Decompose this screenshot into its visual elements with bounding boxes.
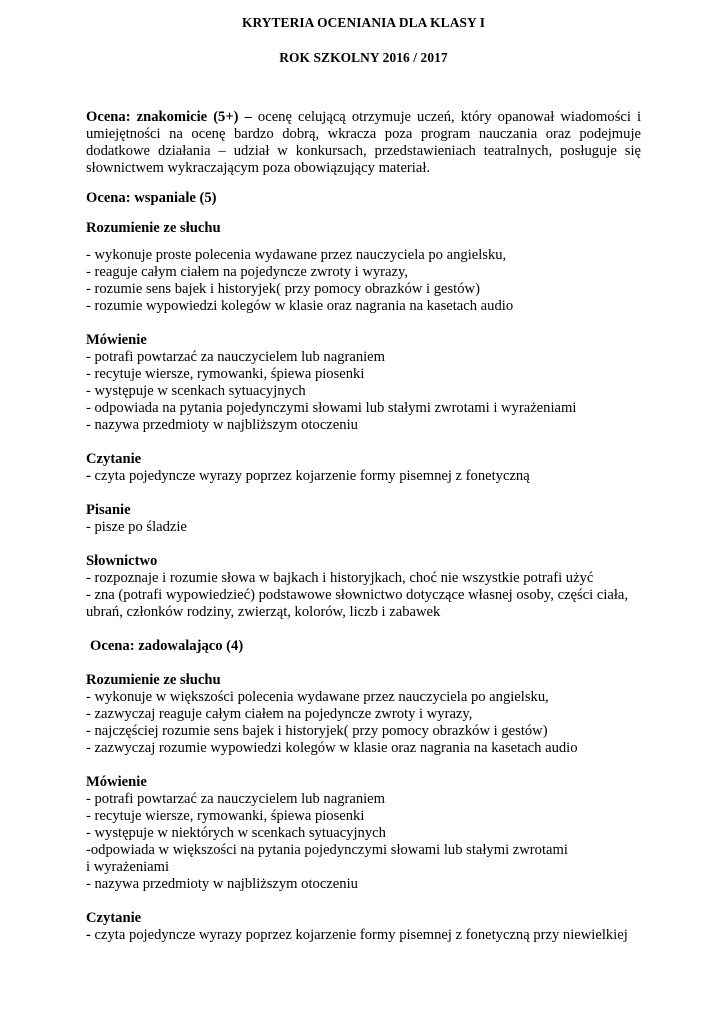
grade-5-vocabulary-list [86,570,641,621]
list-item: - potrafi powtarzać za nauczycielem lub nagraniem [86,349,386,365]
list-item: - zna (potrafi wypowiedzieć) podstawowe słownictwo dotyczące własnej osoby, części ciała, [86,587,629,603]
school-year: ROK SZKOLNY 2016 / 2017 [279,50,448,65]
list-item: - potrafi powtarzać za nauczycielem lub nagraniem [86,791,386,807]
intro-text: ocenę celującą otrzymuje uczeń, który opanował wiadomości i umiejętności na ocenę bardzo dobrą, wkracza poza program nauczania oraz podejmuje dodatkowe działania – udział w konkursach, przedstawieniach teatralnych, posługuje się słownictwem wykraczającym poza obowiązujący materiał. [86,109,642,176]
grade-5-reading-heading: Czytanie [86,451,142,467]
document-page [86,14,641,944]
list-item: -odpowiada w większości na pytania pojedynczymi słowami lub stałymi zwrotami [86,842,568,858]
reading-text: czyta pojedyncze wyrazy poprzez kojarzenie formy pisemnej z fonetyczną [90,468,530,484]
grade-5-writing-list [86,519,641,536]
list-item-continuation: ubrań, członków rodziny, zwierząt, kolorów, liczb i zabawek [86,604,441,620]
list-item: - wykonuje w większości polecenia wydawane przez nauczyciela po angielsku, [86,689,549,705]
grade-5-vocabulary-heading: Słownictwo [86,553,158,569]
list-item: - rozpoznaje i rozumie słowa w bajkach i historyjkach, choć nie wszystkie potrafi użyć [86,570,594,586]
grade-4-reading-heading: Czytanie [86,910,142,926]
grade-4-listening-list [86,689,641,757]
grade-5-speaking-heading: Mówienie [86,332,147,348]
reading-text: czyta pojedyncze wyrazy poprzez kojarzenie formy pisemnej z fonetyczną przy niewielkiej [90,927,628,943]
list-item: - występuje w scenkach sytuacyjnych [86,383,306,399]
list-item: - recytuje wiersze, rymowanki, śpiewa piosenki [86,366,365,382]
grade-5-title: Ocena: wspaniale (5) [86,190,217,206]
grade-5-listening-heading: Rozumienie ze słuchu [86,220,221,236]
grade-4-listening-heading: Rozumienie ze słuchu [86,672,221,688]
grade-4-reading-item [86,927,641,944]
grade-5-reading-item [86,468,641,485]
grade-4-speaking-list [86,791,641,893]
list-item: - występuje w niektórych w scenkach sytuacyjnych [86,825,386,841]
list-item: - recytuje wiersze, rymowanki, śpiewa piosenki [86,808,365,824]
bold-dash: - [86,468,91,484]
list-item: - zazwyczaj rozumie wypowiedzi kolegów w klasie oraz nagrania na kasetach audio [86,740,578,756]
list-item: - nazywa przedmioty w najbliższym otoczeniu [86,876,358,892]
bold-dash: - [86,927,91,943]
grade-4-title: Ocena: zadowalająco (4) [90,638,244,654]
list-item: - rozumie sens bajek i historyjek( przy pomocy obrazków i gestów) [86,281,480,297]
grade-4-speaking-heading: Mówienie [86,774,147,790]
list-item: - reaguje całym ciałem na pojedyncze zwroty i wyrazy, [86,264,408,280]
intro-grade-label: Ocena: znakomicie (5+) – [86,109,252,125]
list-item-continuation: i wyrażeniami [86,859,170,875]
list-item: - najczęściej rozumie sens bajek i historyjek( przy pomocy obrazków i gestów) [86,723,548,739]
grade-5-speaking-list [86,349,641,434]
list-item: - rozumie wypowiedzi kolegów w klasie oraz nagrania na kasetach audio [86,298,514,314]
list-item: - nazywa przedmioty w najbliższym otoczeniu [86,417,358,433]
intro-paragraph [86,109,641,177]
grade-5-listening-list [86,247,641,315]
list-item: - zazwyczaj reaguje całym ciałem na pojedyncze zwroty i wyrazy, [86,706,473,722]
grade-5-writing-heading: Pisanie [86,502,131,518]
list-item: - odpowiada na pytania pojedynczymi słowami lub stałymi zwrotami i wyrażeniami [86,400,577,416]
list-item: - pisze po śladzie [86,519,187,535]
document-title: KRYTERIA OCENIANIA DLA KLASY I [241,15,486,30]
list-item: - wykonuje proste polecenia wydawane przez nauczyciela po angielsku, [86,247,507,263]
